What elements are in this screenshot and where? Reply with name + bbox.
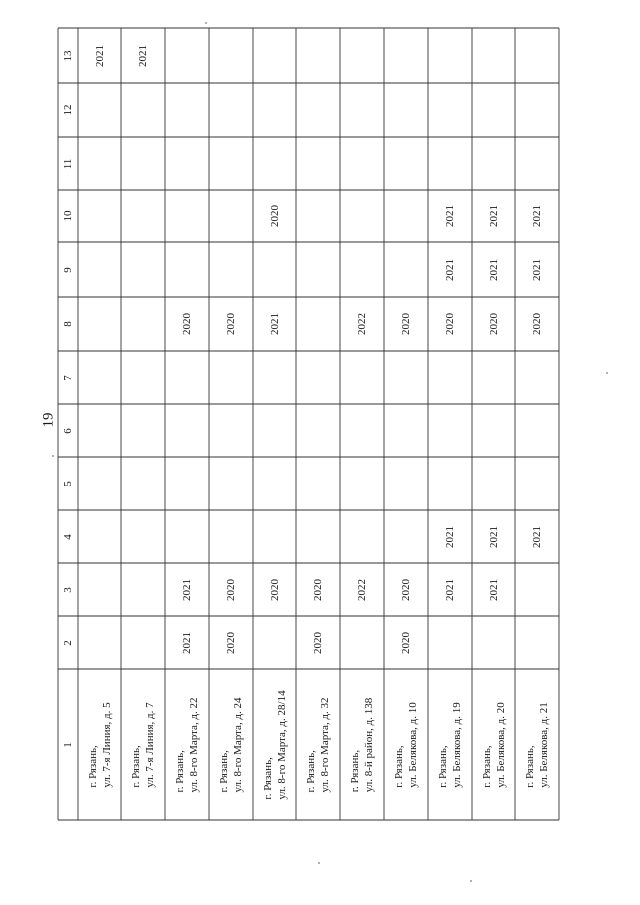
value-cell-text: 2020 bbox=[312, 631, 324, 654]
address-cell-text: г. Рязань, ул. Белякова, д. 19 bbox=[437, 701, 463, 788]
value-cell bbox=[253, 563, 296, 616]
value-cell bbox=[340, 563, 384, 616]
value-cell bbox=[165, 563, 209, 616]
header-cell bbox=[58, 137, 78, 190]
value-cell-text: 2021 bbox=[181, 578, 193, 601]
address-cell-text: г. Рязань, ул. 8-го Марта, д. 22 bbox=[174, 696, 200, 793]
value-cell-text: 2020 bbox=[487, 313, 500, 335]
value-cell bbox=[165, 616, 209, 669]
address-cell-text: г. Рязань, ул. 8-го Марта, д. 28/14 bbox=[261, 689, 288, 800]
value-cell bbox=[428, 510, 472, 563]
value-cell bbox=[515, 190, 559, 242]
header-cell bbox=[58, 616, 78, 669]
value-cell bbox=[121, 28, 165, 83]
address-cell bbox=[472, 669, 515, 820]
address-cell bbox=[121, 669, 165, 820]
value-cell bbox=[428, 297, 472, 351]
value-cell bbox=[78, 28, 121, 83]
value-cell bbox=[253, 190, 296, 242]
value-cell-text: 2021 bbox=[487, 205, 500, 227]
value-cell-text: 2021 bbox=[268, 313, 281, 335]
header-cell bbox=[58, 457, 78, 510]
value-cell bbox=[472, 190, 515, 242]
value-cell-text: 2021 bbox=[531, 525, 543, 548]
header-cell-text: 11 bbox=[62, 158, 74, 169]
address-cell-text: г. Рязань, ул. 7-я Линия, д. 7 bbox=[130, 701, 156, 788]
value-cell-text: 2021 bbox=[444, 578, 456, 601]
header-cell bbox=[58, 190, 78, 242]
header-cell-text: 7 bbox=[62, 374, 74, 381]
header-cell-text: 8 bbox=[62, 321, 74, 327]
value-cell-text: 2020 bbox=[400, 631, 412, 654]
value-cell-text: 2020 bbox=[225, 631, 237, 654]
address-cell-text: г. Рязань, ул. 8-й район, д. 138 bbox=[349, 697, 375, 792]
header-cell bbox=[58, 669, 78, 820]
address-cell-text: г. Рязань, ул. Белякова, д. 10 bbox=[393, 701, 419, 788]
header-cell bbox=[58, 404, 78, 457]
value-cell bbox=[472, 510, 515, 563]
address-cell bbox=[209, 669, 253, 820]
header-cell-text: 6 bbox=[62, 427, 74, 434]
value-cell-text: 2021 bbox=[444, 525, 456, 548]
value-cell bbox=[428, 242, 472, 297]
value-cell bbox=[472, 563, 515, 616]
value-cell bbox=[340, 297, 384, 351]
value-cell-text: 2021 bbox=[181, 631, 193, 654]
value-cell-text: 2020 bbox=[400, 313, 412, 335]
header-cell bbox=[58, 242, 78, 297]
value-cell bbox=[428, 563, 472, 616]
header-cell-text: 5 bbox=[62, 480, 74, 487]
address-cell bbox=[253, 669, 296, 820]
address-cell bbox=[165, 669, 209, 820]
address-cell bbox=[78, 669, 121, 820]
header-cell-text: 4 bbox=[62, 533, 74, 540]
value-cell bbox=[472, 242, 515, 297]
value-cell-text: 2020 bbox=[268, 205, 281, 227]
value-cell-text: 2020 bbox=[312, 578, 324, 601]
value-cell-text: 2021 bbox=[531, 205, 543, 227]
value-cell-text: 2021 bbox=[444, 205, 456, 227]
header-cell bbox=[58, 351, 78, 404]
address-cell bbox=[428, 669, 472, 820]
value-cell-text: 2021 bbox=[487, 258, 500, 281]
page-number-text: 19 bbox=[40, 412, 57, 428]
value-cell bbox=[253, 297, 296, 351]
address-cell bbox=[340, 669, 384, 820]
value-cell-text: 2020 bbox=[225, 313, 237, 335]
value-cell bbox=[296, 616, 340, 669]
value-cell-text: 2021 bbox=[137, 44, 149, 67]
value-cell bbox=[515, 242, 559, 297]
value-cell-text: 2020 bbox=[181, 313, 193, 335]
value-cell bbox=[515, 297, 559, 351]
header-cell-text: 3 bbox=[62, 586, 74, 593]
value-cell-text: 2021 bbox=[93, 44, 106, 67]
header-cell-text: 12 bbox=[62, 104, 74, 116]
value-cell-text: 2020 bbox=[444, 313, 456, 335]
value-cell bbox=[384, 616, 428, 669]
value-cell-text: 2020 bbox=[268, 578, 281, 601]
header-cell-text: 9 bbox=[62, 266, 74, 273]
address-cell bbox=[296, 669, 340, 820]
value-cell bbox=[209, 297, 253, 351]
value-cell bbox=[384, 563, 428, 616]
header-cell-text: 13 bbox=[62, 50, 74, 61]
value-cell bbox=[296, 563, 340, 616]
value-cell-text: 2020 bbox=[400, 578, 412, 601]
value-cell bbox=[165, 297, 209, 351]
value-cell-text: 2021 bbox=[531, 258, 543, 281]
address-cell bbox=[384, 669, 428, 820]
value-cell bbox=[384, 297, 428, 351]
value-cell bbox=[209, 616, 253, 669]
header-cell bbox=[58, 510, 78, 563]
address-cell bbox=[515, 669, 559, 820]
header-cell bbox=[58, 297, 78, 351]
value-cell bbox=[428, 190, 472, 242]
value-cell-text: 2021 bbox=[487, 578, 500, 601]
address-cell-text: г. Рязань, ул. Белякова, д. 20 bbox=[480, 701, 507, 788]
address-cell-text: г. Рязань, ул. 8-го Марта, д. 32 bbox=[305, 696, 331, 793]
value-cell-text: 2021 bbox=[444, 258, 456, 281]
value-cell bbox=[515, 510, 559, 563]
address-cell-text: г. Рязань, ул. 7-я Линия, д. 5 bbox=[86, 701, 113, 788]
address-cell-text: г. Рязань, ул. 8-го Марта, д. 24 bbox=[218, 696, 244, 793]
value-cell-text: 2020 bbox=[531, 313, 543, 335]
header-cell bbox=[58, 28, 78, 83]
value-cell-text: 2021 bbox=[487, 525, 500, 548]
header-cell-text: 1 bbox=[62, 741, 74, 748]
header-cell bbox=[58, 83, 78, 137]
value-cell-text: 2020 bbox=[225, 578, 237, 601]
value-cell bbox=[209, 563, 253, 616]
header-cell-text: 10 bbox=[62, 210, 74, 222]
value-cell-text: 2022 bbox=[356, 313, 368, 335]
header-cell bbox=[58, 563, 78, 616]
value-cell-text: 2022 bbox=[356, 578, 368, 601]
value-cell bbox=[472, 297, 515, 351]
header-cell-text: 2 bbox=[62, 639, 74, 646]
address-cell-text: г. Рязань, ул. Белякова, д. 21 bbox=[524, 701, 550, 788]
